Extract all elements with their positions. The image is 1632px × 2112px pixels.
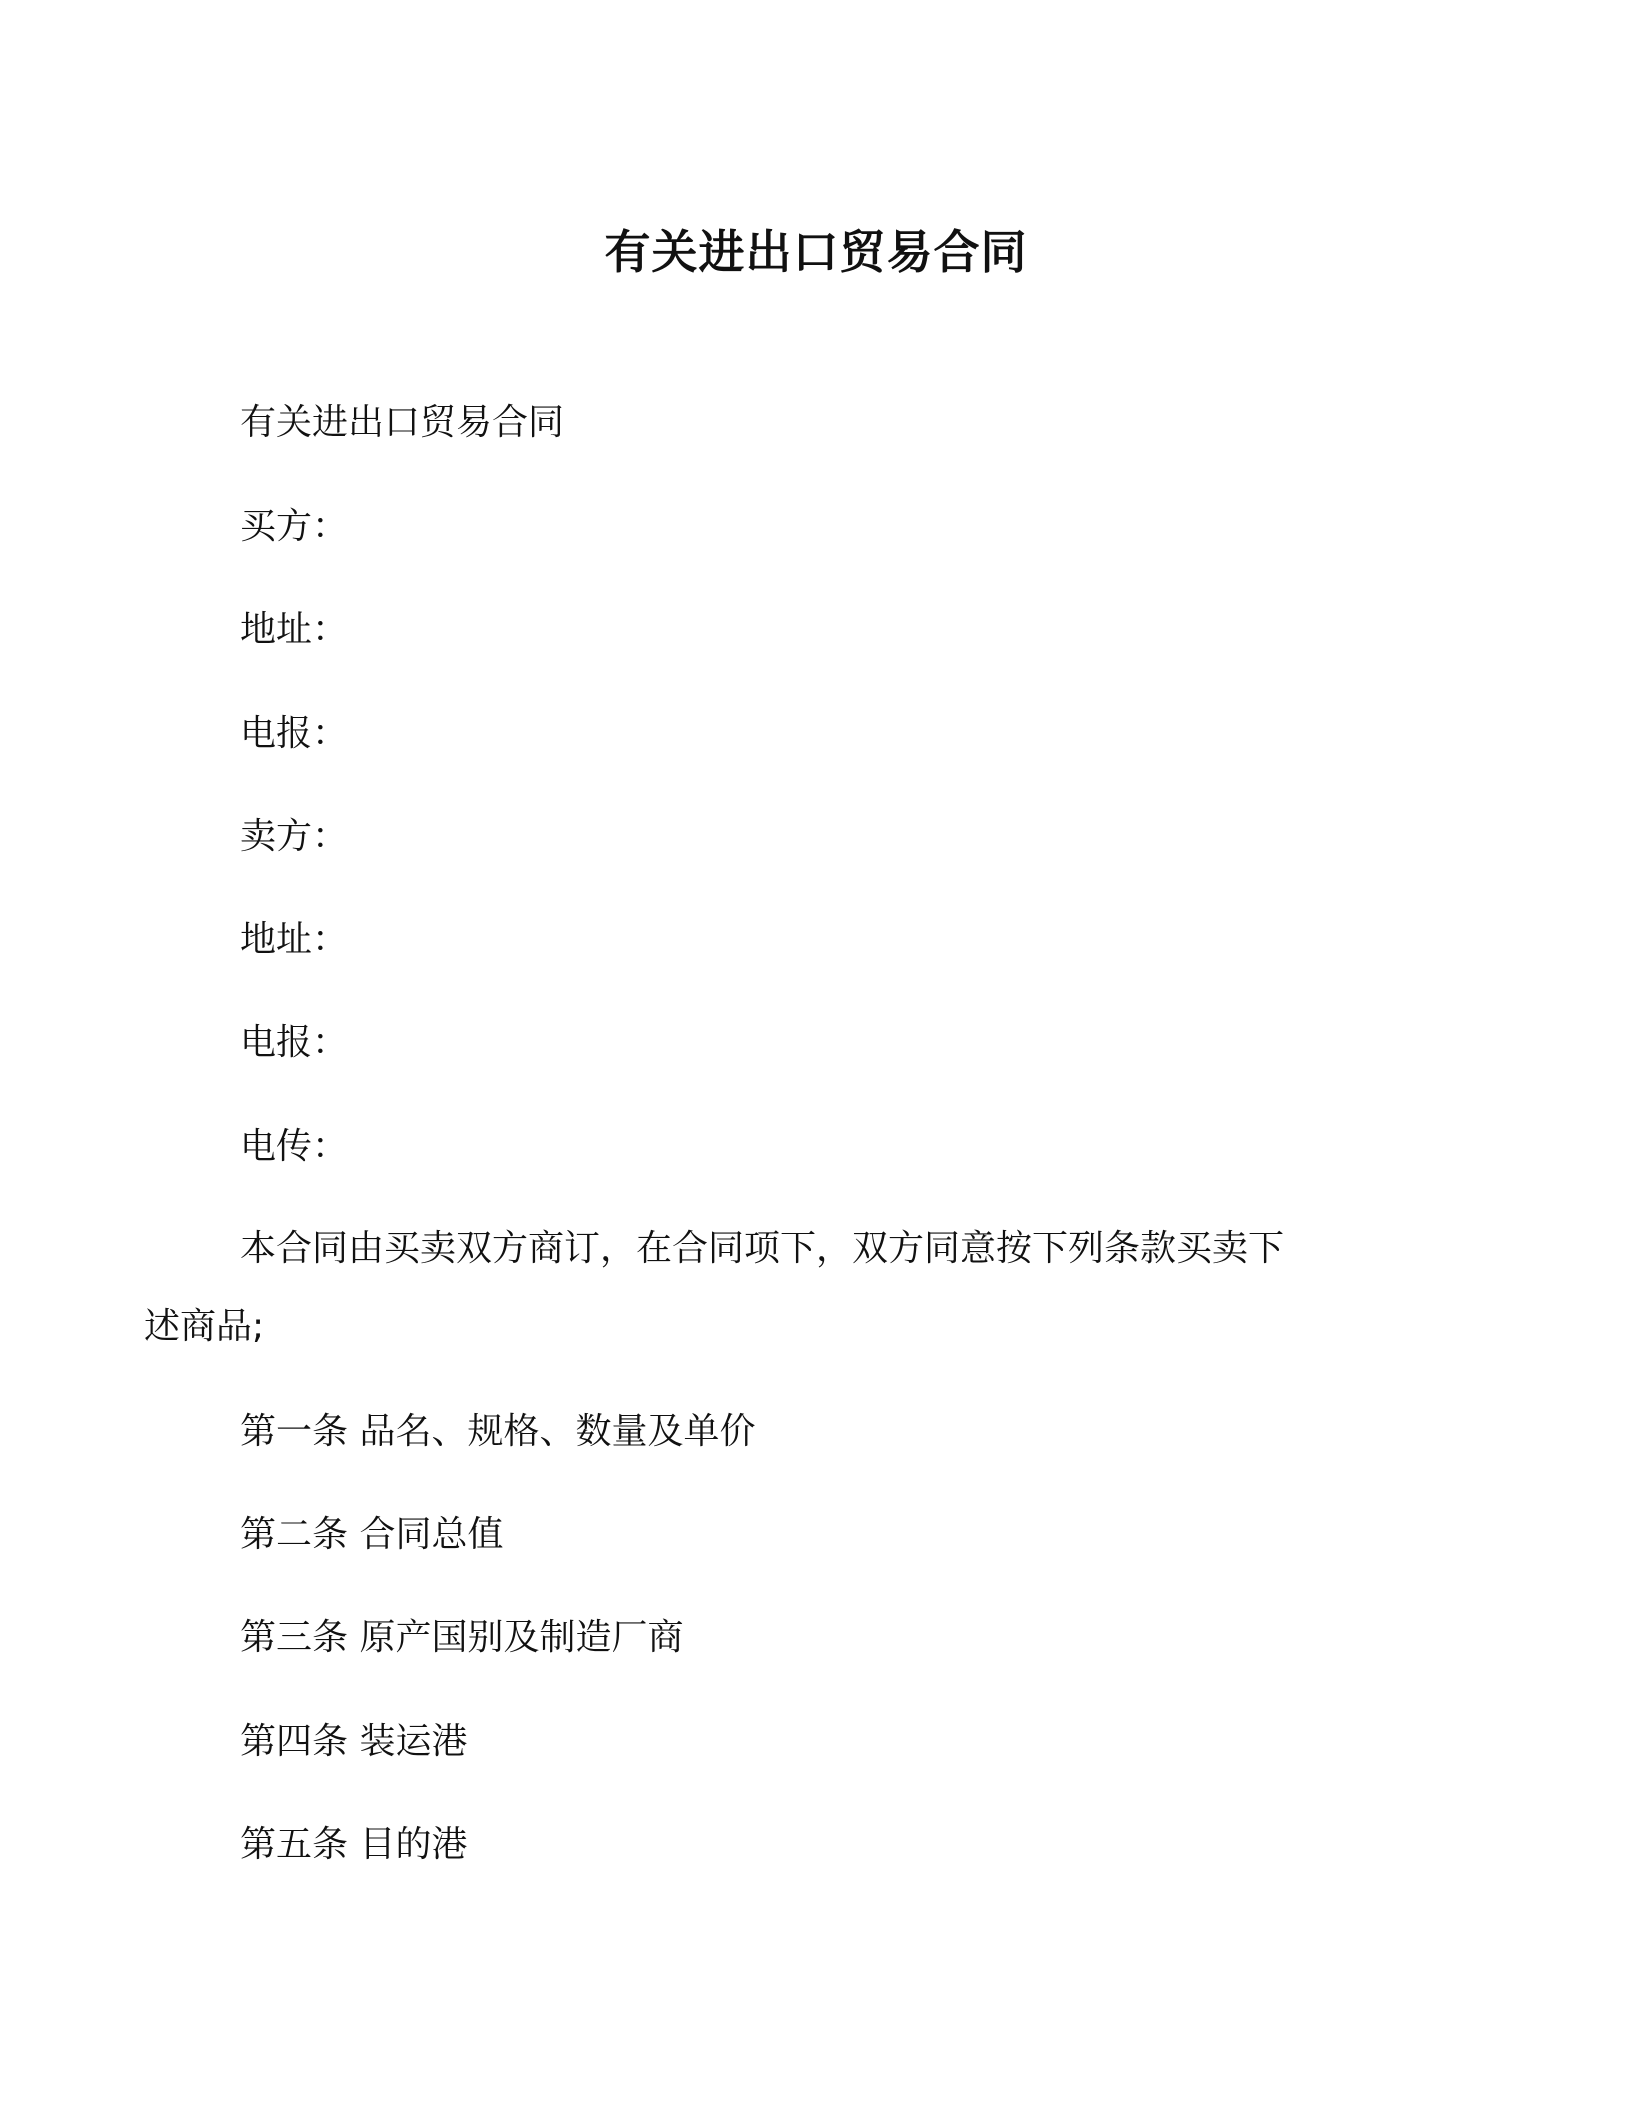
seller-telex-label: 电传：	[240, 1126, 349, 1167]
article-5: 第五条 目的港	[240, 1824, 468, 1865]
seller-address-label: 地址：	[240, 919, 349, 960]
contract-heading: 有关进出口贸易合同	[240, 402, 565, 443]
buyer-label: 买方：	[240, 506, 349, 547]
seller-label: 卖方：	[240, 816, 349, 857]
article-4: 第四条 装运港	[240, 1721, 468, 1762]
buyer-telegram-label: 电报：	[240, 713, 349, 754]
seller-telegram-label: 电报：	[240, 1022, 349, 1063]
document-title: 有关进出口贸易合同	[604, 225, 1028, 279]
buyer-address-label: 地址：	[240, 609, 349, 650]
contract-preamble: 本合同由买卖双方商订，在合同项下，双方同意按下列条款买卖下述商品;	[144, 1228, 1285, 1347]
article-3: 第三条 原产国别及制造厂商	[240, 1617, 684, 1658]
article-2: 第二条 合同总值	[240, 1514, 504, 1555]
article-1: 第一条 品名、规格、数量及单价	[240, 1411, 756, 1452]
